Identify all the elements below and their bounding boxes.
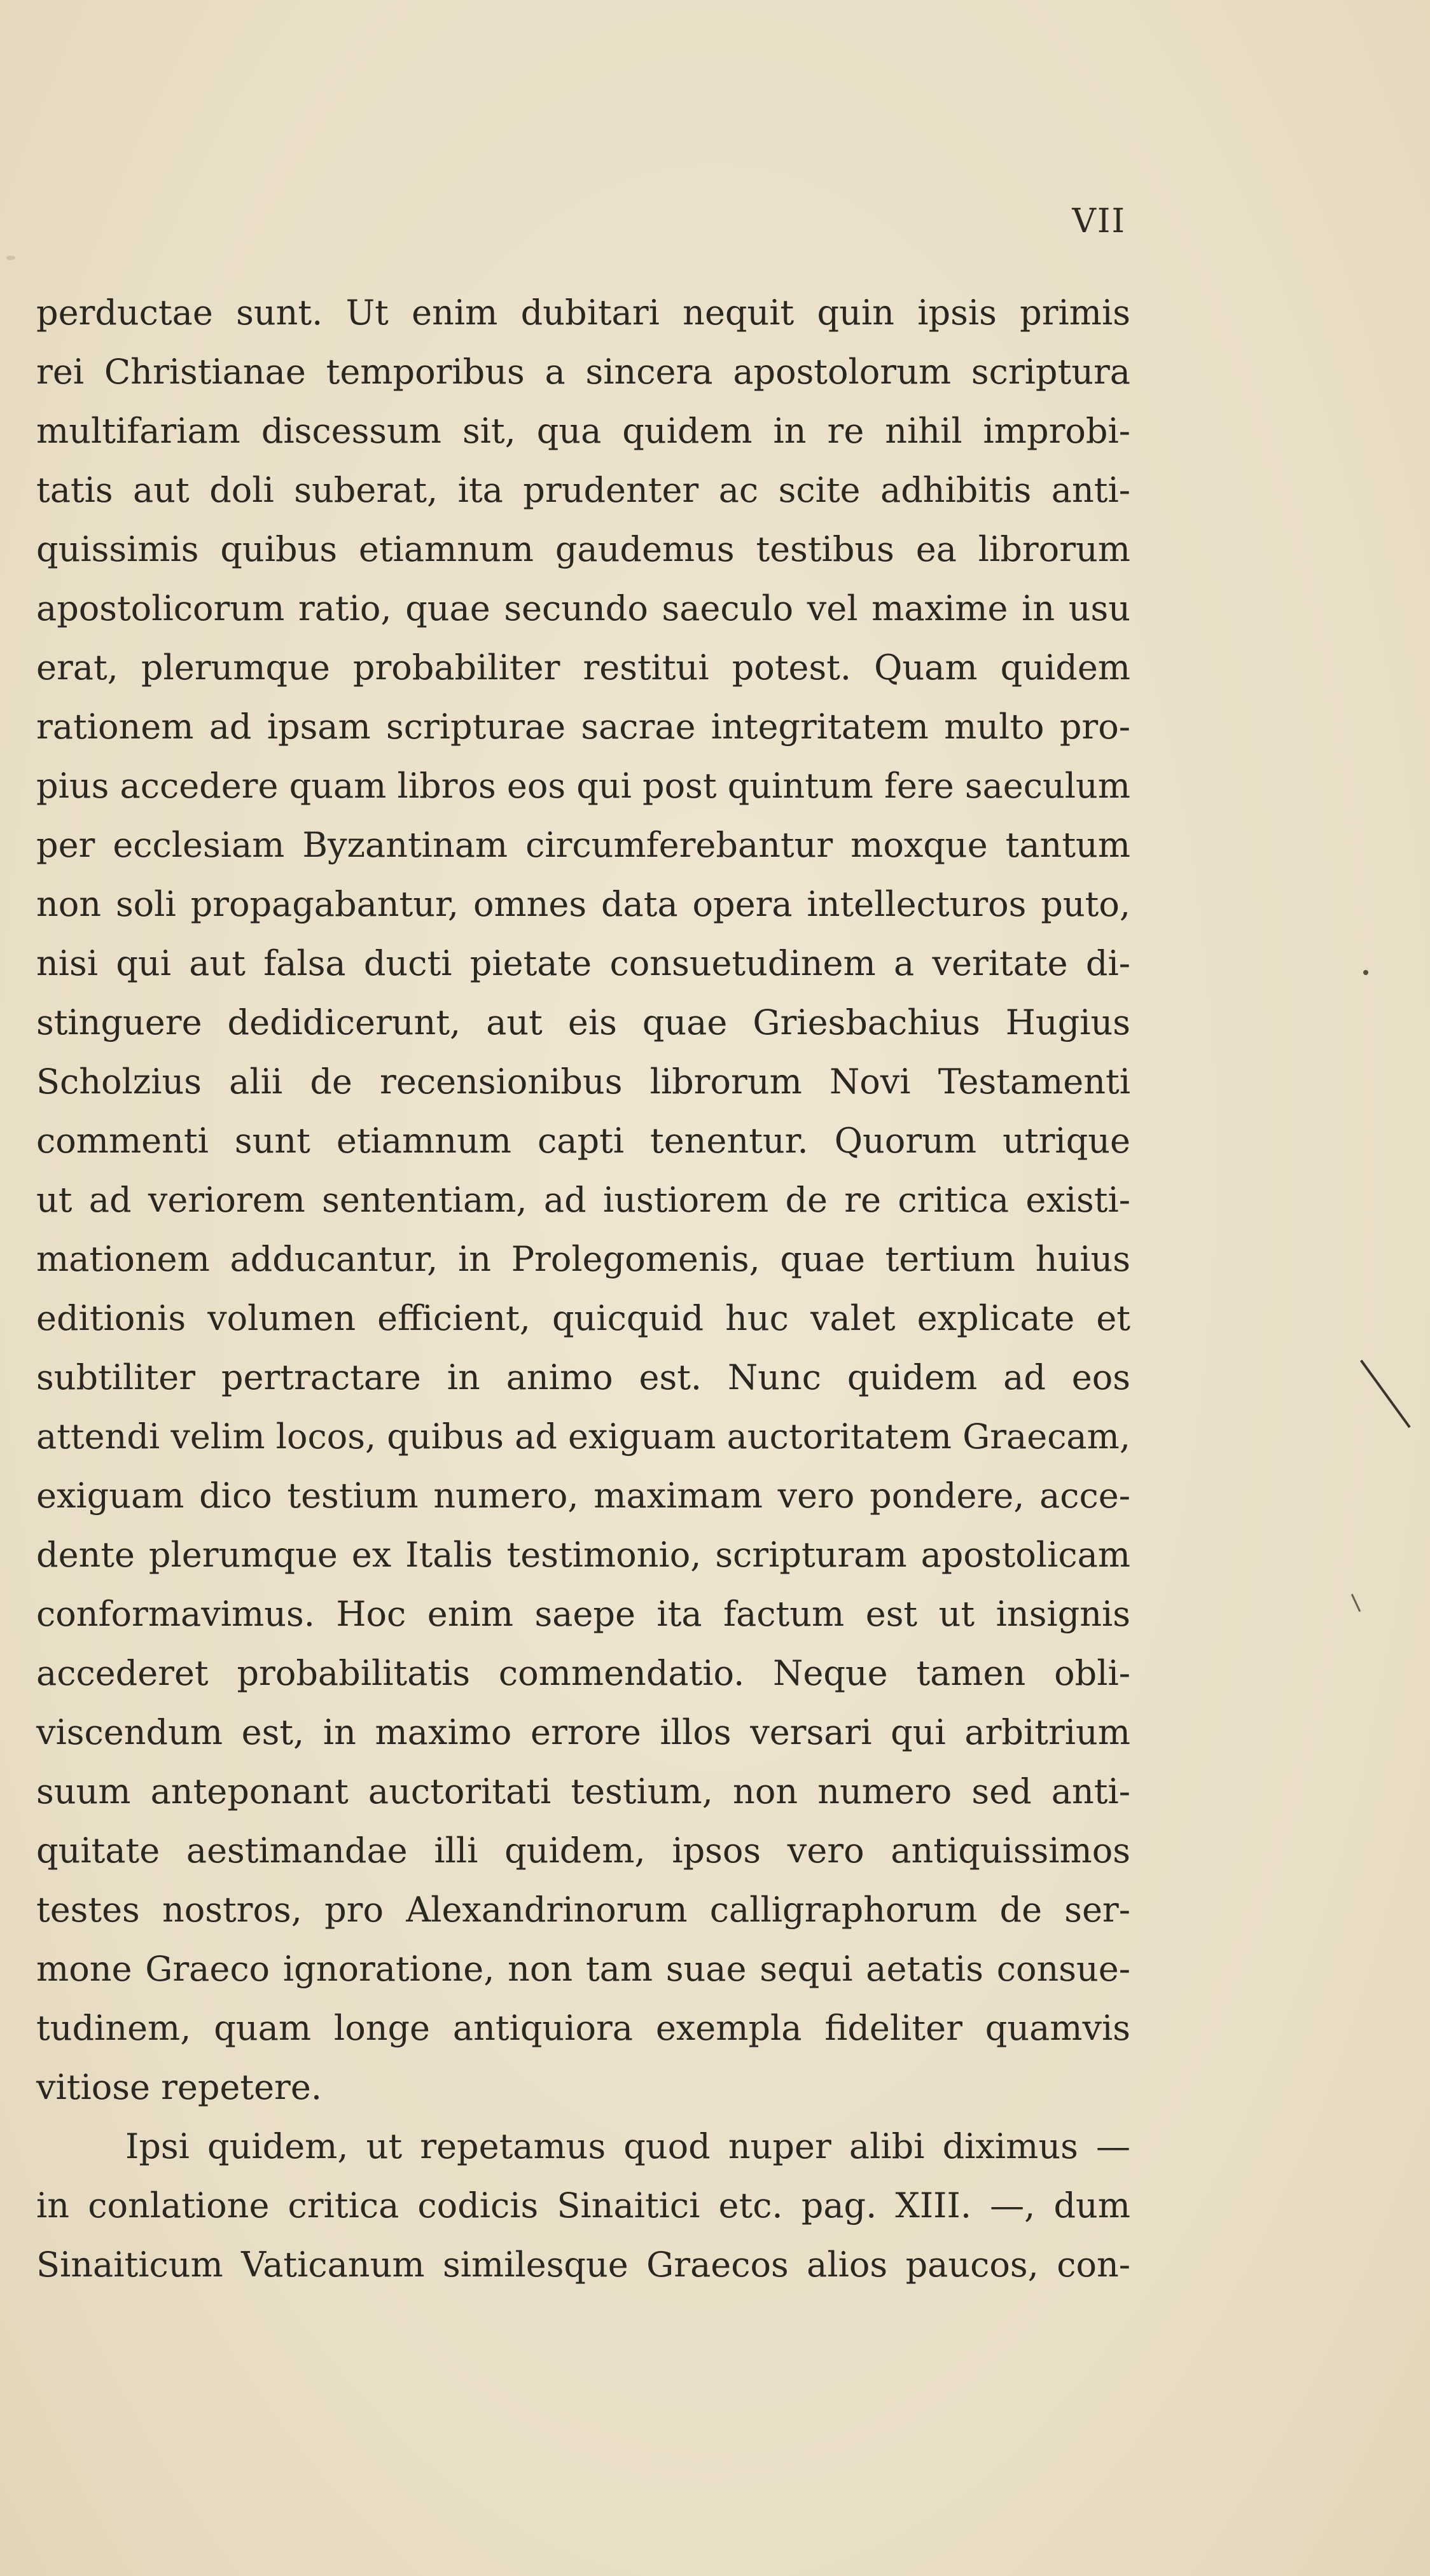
text-line: subtiliter pertractare in animo est. Nunc quidem ad eos	[36, 1357, 1130, 1397]
text-line: stinguere dedidicerunt, aut eis quae Griesbachius Hugius	[36, 1002, 1130, 1042]
text-line: perductae sunt. Ut enim dubitari nequit quin ipsis primis	[36, 293, 1130, 333]
ink-dot-mark	[1363, 970, 1368, 975]
text-line: commenti sunt etiamnum capti tenentur. Quorum utrique	[36, 1121, 1130, 1161]
text-line: ut ad veriorem sententiam, ad iustiorem de re critica existi-	[36, 1180, 1130, 1220]
text-line: editionis volumen efficient, quicquid huc valet explicate et	[36, 1298, 1130, 1338]
paragraph-start-line: Ipsi quidem, ut repetamus quod nuper alibi diximus —	[125, 2126, 1130, 2166]
text-line: suum anteponant auctoritati testium, non numero sed anti-	[36, 1771, 1130, 1811]
body-text	[36, 283, 1130, 2294]
text-line: dente plerumque ex Italis testimonio, scripturam apostolicam	[36, 1535, 1130, 1575]
text-line: per ecclesiam Byzantinam circumferebantur moxque tantum	[36, 825, 1130, 865]
text-line: testes nostros, pro Alexandrinorum calligraphorum de ser-	[36, 1890, 1130, 1930]
page-number: VII	[1072, 202, 1126, 240]
text-line: rei Christianae temporibus a sincera apostolorum scriptura	[36, 352, 1130, 392]
text-line: exiguam dico testium numero, maximam vero pondere, acce-	[36, 1476, 1130, 1516]
paragraph-end-line: vitiose repetere.	[36, 2067, 322, 2107]
text-line: non soli propagabantur, omnes data opera intellecturos puto,	[36, 884, 1130, 924]
text-line: quitate aestimandae illi quidem, ipsos vero antiquissimos	[36, 1831, 1130, 1871]
text-line: mationem adducantur, in Prolegomenis, quae tertium huius	[36, 1239, 1130, 1279]
text-line: Sinaiticum Vaticanum similesque Graecos alios paucos, con-	[36, 2245, 1130, 2285]
text-line: conformavimus. Hoc enim saepe ita factum est ut insignis	[36, 1594, 1130, 1634]
text-line: Scholzius alii de recensionibus librorum Novi Testamenti	[36, 1062, 1130, 1102]
text-line: in conlatione critica codicis Sinaitici etc. pag. XIII. —, dum	[36, 2185, 1130, 2226]
text-line: multifariam discessum sit, qua quidem in re nihil improbi-	[36, 411, 1130, 451]
pencil-tick-mark	[1351, 1594, 1361, 1612]
text-line: erat, plerumque probabiliter restitui potest. Quam quidem	[36, 647, 1130, 688]
text-line: rationem ad ipsam scripturae sacrae integritatem multo pro-	[36, 707, 1130, 747]
text-line: quissimis quibus etiamnum gaudemus testibus ea librorum	[36, 529, 1130, 569]
pencil-slash-mark	[1360, 1360, 1411, 1429]
text-line: attendi velim locos, quibus ad exiguam auctoritatem Graecam,	[36, 1416, 1130, 1457]
text-line: viscendum est, in maximo errore illos versari qui arbitrium	[36, 1712, 1130, 1752]
text-line: pius accedere quam libros eos qui post quintum fere saeculum	[36, 766, 1130, 806]
paper-fleck	[6, 256, 15, 260]
text-line: accederet probabilitatis commendatio. Neque tamen obli-	[36, 1653, 1130, 1693]
text-line: tatis aut doli suberat, ita prudenter ac scite adhibitis anti-	[36, 470, 1130, 510]
text-line: apostolicorum ratio, quae secundo saeculo vel maxime in usu	[36, 588, 1130, 628]
text-line: tudinem, quam longe antiquiora exempla fideliter quamvis	[36, 2008, 1130, 2048]
text-line: nisi qui aut falsa ducti pietate consuetudinem a veritate di-	[36, 943, 1130, 983]
text-line: mone Graeco ignoratione, non tam suae sequi aetatis consue-	[36, 1949, 1130, 1989]
